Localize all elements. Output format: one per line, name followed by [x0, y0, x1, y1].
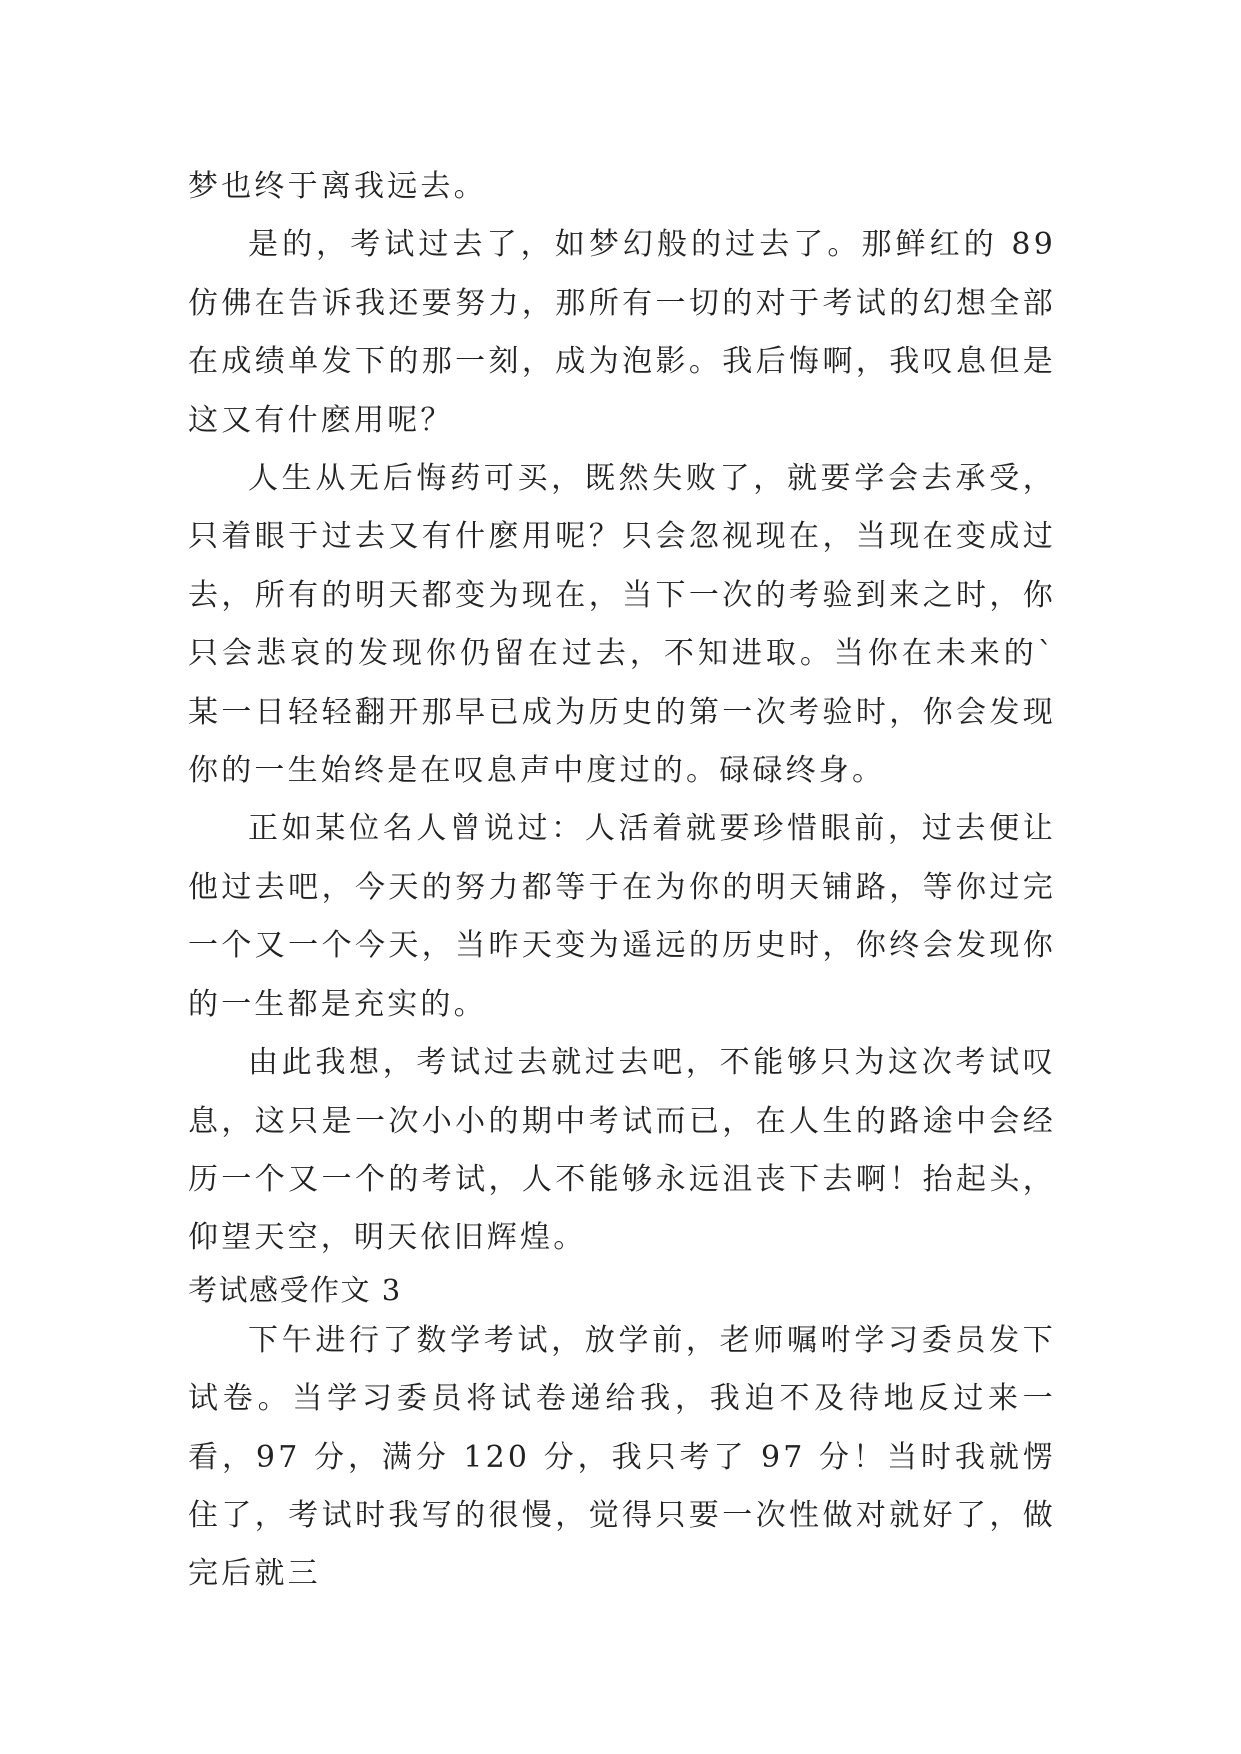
paragraph: 是的，考试过去了，如梦幻般的过去了。那鲜红的 89 仿佛在告诉我还要努力，那所有一切的对于考试的幻想全部在成绩单发下的那一刻，成为泡影。我后悔啊，我叹息但是这又有什麽用呢？	[188, 227, 1056, 438]
paragraph: 由此我想，考试过去就过去吧，不能够只为这次考试叹息，这只是一次小小的期中考试而已，在人生的路途中会经历一个又一个的考试，人不能够永远沮丧下去啊！抬起头，仰望天空，明天依旧辉煌。	[188, 1045, 1056, 1256]
paragraph-continued: 梦也终于离我远去。	[188, 169, 487, 204]
paragraph: 正如某位名人曾说过：人活着就要珍惜眼前，过去便让他过去吧，今天的努力都等于在为你的明天铺路，等你过完一个又一个今天，当昨天变为遥远的历史时，你终会发现你的一生都是充实的。	[188, 811, 1056, 1022]
section-title: 考试感受作文 3	[188, 1272, 402, 1307]
paragraph: 人生从无后悔药可买，既然失败了，就要学会去承受，只着眼于过去又有什麽用呢？只会忽视现在，当现在变成过去，所有的明天都变为现在，当下一次的考验到来之时，你只会悲哀的发现你仍留在过去，不知进取。当你在未来的`某一日轻轻翻开那早已成为历史的第一次考验时，你会发现你的一生始终是在叹息声中度过的。碌碌终身。	[188, 461, 1056, 789]
document-body	[188, 158, 1056, 1604]
paragraph: 下午进行了数学考试，放学前，老师嘱咐学习委员发下试卷。当学习委员将试卷递给我，我迫不及待地反过来一看，97 分，满分 120 分，我只考了 97 分！当时我就愣住了，考试时我写的很慢，觉得只要一次性做对就好了，做完后就三	[188, 1322, 1056, 1592]
